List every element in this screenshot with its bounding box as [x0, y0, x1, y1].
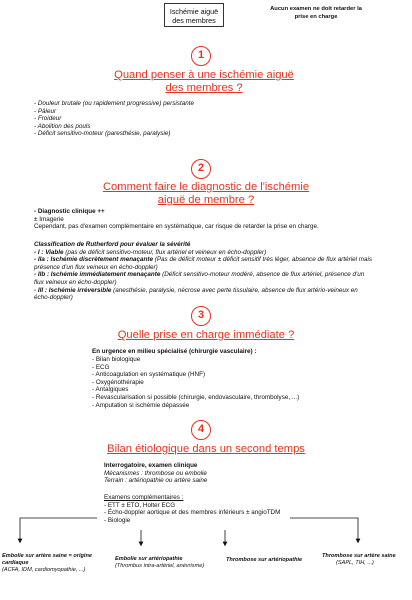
section-3-number: 3: [191, 306, 211, 326]
list-item: - Abolition des pouls: [34, 122, 91, 130]
section-1-heading: Quand penser à une ischémie aiguë des membres ?: [114, 69, 294, 94]
etiology-title: Thrombose sur artère saine: [322, 553, 396, 559]
priority-note: Aucun examen ne doit retarder la prise en charge: [270, 6, 362, 20]
exams-title: Examens complémentaires :: [104, 494, 184, 501]
etiology-title: Embolie sur artère saine = origine cardiaque: [2, 553, 92, 566]
arrow-embolie-saine: [20, 518, 97, 541]
etiology-detail: (Thrombus intra-artériel, anévrisme): [115, 563, 205, 569]
section-2-number: 2: [191, 159, 211, 179]
list-item: - Antalgiques: [92, 386, 129, 394]
interrogatoire-line: Mécanismes : thrombose ou embolie: [104, 469, 207, 477]
list-item: - Douleur brutale (ou rapidement progressive) persistante: [34, 100, 194, 107]
etiology-detail: (ACFA, IDM, cardiomyopathie, ...): [2, 567, 86, 573]
interrogatoire-line: Terrain : artériopathie ou artère saine: [104, 477, 208, 485]
list-item: - Anticoagulation en systématique (HNF): [92, 371, 206, 379]
interrogatoire-title: Interrogatoire, examen clinique: [104, 462, 198, 469]
exam-item: - Biologie: [104, 516, 131, 524]
diagnostic-label: - Diagnostic clinique ++: [34, 208, 105, 215]
etiology-thrombose-arteriopathie: [226, 557, 316, 564]
rutherford-label: - IIa : Ischémie discrètement menaçante: [34, 256, 153, 264]
list-item: - Revascularisation si possible (chirurgie, endovasculaire, thrombolyse, ...): [92, 393, 300, 401]
exam-item: - ETT ± ETO, Holter ECG: [104, 501, 176, 509]
list-item: - ECG: [92, 363, 110, 371]
rutherford-text: (pas de déficit sensitivo-moteur, flux artériel et veineux en écho-doppler): [63, 248, 267, 256]
rutherford-text: (Déficit sensitivo-moteur modéré, absence de flux artériel, présence d'un flux veineux en écho-doppler): [34, 271, 365, 286]
etiology-embolie-arteriopathie: [115, 556, 215, 570]
rutherford-label: - III : Ischémie irréversible: [34, 286, 112, 294]
etiology-thrombose-saine: [322, 553, 410, 567]
imagerie-text: Cependant, pas d'examen complémentaire en systématique, car risque de retarder la prise en charge.: [34, 223, 319, 231]
list-item: - Amputation si ischémie dépassée: [92, 401, 190, 409]
list-item: - Pâleur: [34, 107, 57, 115]
section-4-number: 4: [191, 420, 211, 440]
title-box-text: Ischémie aiguë des membres: [169, 7, 219, 25]
rutherford-label: - I : Viable: [34, 248, 64, 256]
rutherford-label: - IIb : Ischémie immédiatement menaçante: [34, 271, 161, 279]
list-item: - Déficit sensitivo-moteur (paresthésie, paralysie): [34, 130, 171, 138]
etiology-embolie-saine: [2, 553, 98, 574]
rutherford-title: Classification de Rutherford pour évaluer la sévérité: [34, 241, 191, 248]
rutherford-text: (Pas de déficit moteur ± déficit sensitif très léger, absence de flux artériel mais présence d'un flux veineux en écho-doppler): [34, 256, 373, 271]
exam-item: - Écho-doppler aortique et des membres inférieurs ± angioTDM: [104, 509, 281, 517]
etiology-title: Thrombose sur artériopathie: [226, 557, 303, 563]
list-item: - Oxygénothérapie: [92, 378, 144, 386]
section-1-number: 1: [191, 46, 211, 66]
imagerie-label: ± Imagerie: [34, 215, 64, 223]
etiology-title: Embolie sur artériopathie: [115, 556, 183, 562]
etiology-detail: (SAPL, TIH, ...): [336, 560, 374, 566]
section-3-intro: En urgence en milieu spécialisé (chirurgie vasculaire) :: [92, 348, 257, 355]
section-2-heading: Comment faire le diagnostic de l'ischémie aiguë de membre ?: [102, 181, 310, 206]
section-3-heading: Quelle prise en charge immédiate ?: [117, 329, 295, 341]
list-item: - Bilan biologique: [92, 356, 141, 363]
section-4-heading: Bilan étiologique dans un second temps: [107, 443, 305, 455]
rutherford-text: (anesthésie, paralysie, nécrose avec perte tissulaire, absence de flux artério-veineux en écho-doppler): [34, 286, 358, 302]
arrow-thrombose-saine: [290, 518, 358, 541]
list-item: - Froideur: [34, 115, 62, 123]
